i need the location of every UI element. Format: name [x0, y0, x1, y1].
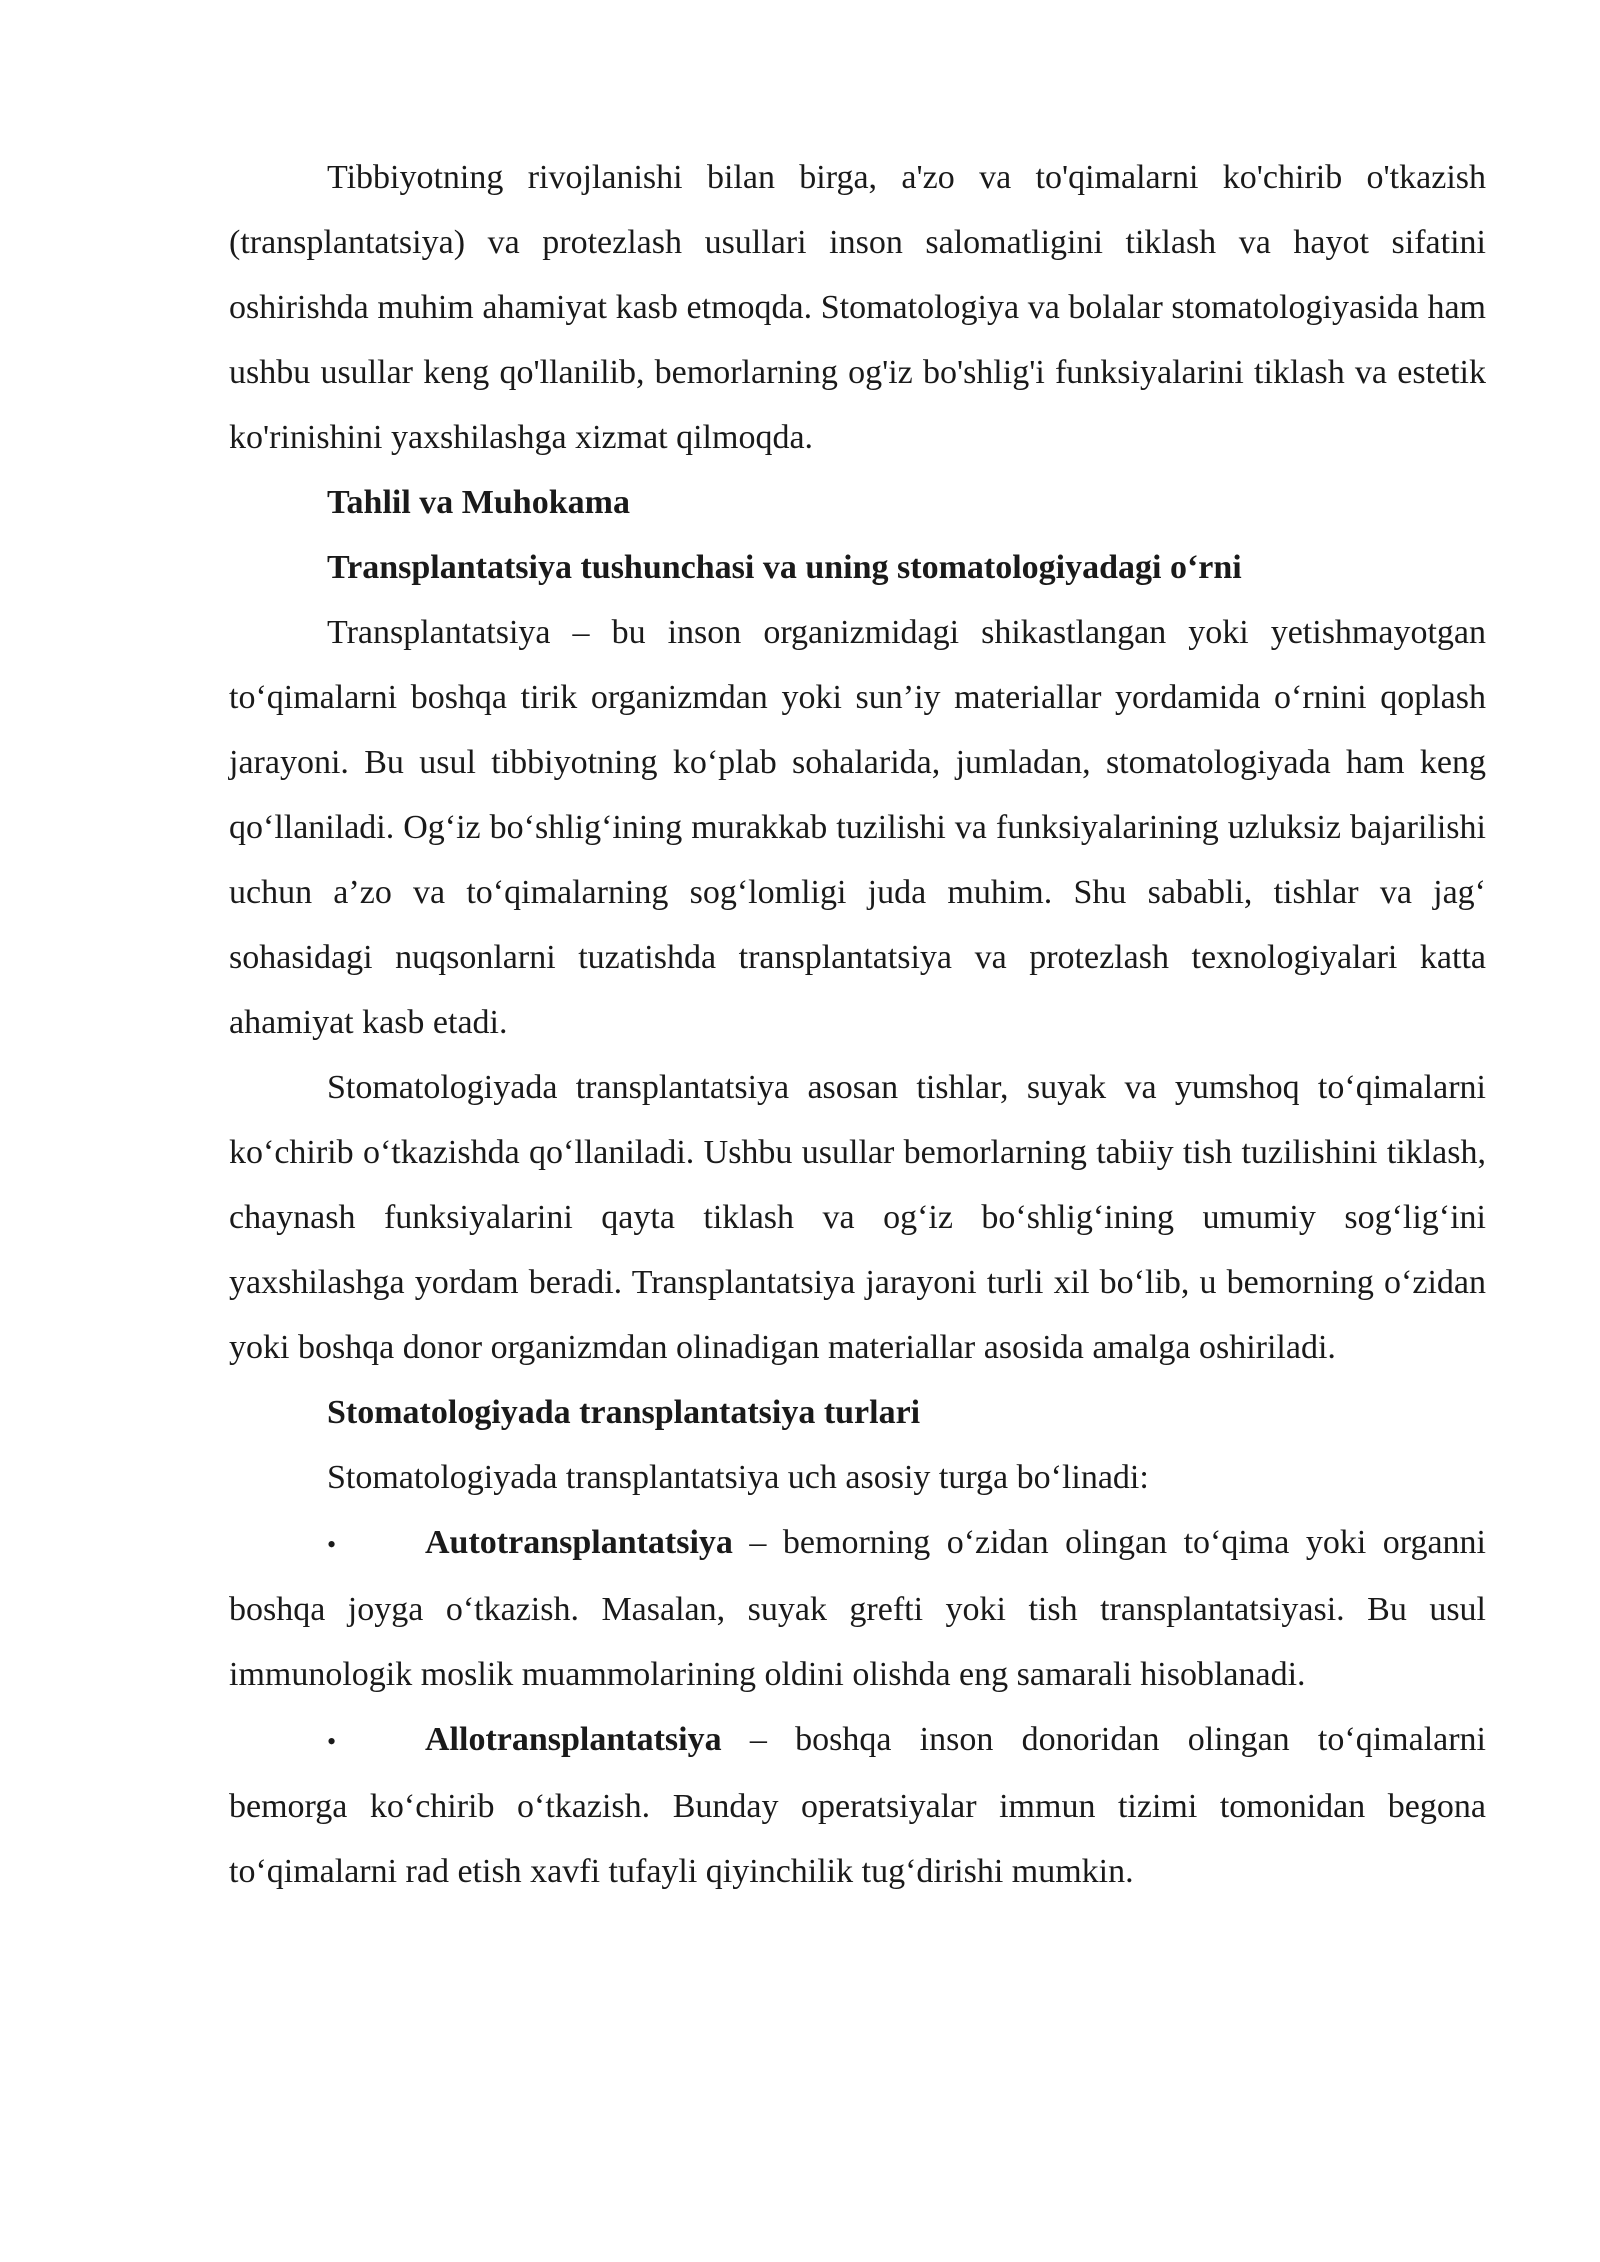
paragraph-transplant-definition: Transplantatsiya – bu inson organizmidagi shikastlangan yoki yetishmayotgan to‘qimalarni boshqa tirik organizmdan yoki sun’iy materiallar yordamida o‘rnini qoplash jarayoni. Bu usul tibbiyotning ko‘plab sohalarida, jumladan, stomatologiyada ham keng qo‘llaniladi. Og‘iz bo‘shlig‘ining murakkab tuzilishi va funksiyalarining uzluksiz bajarilishi uchun a’zo va to‘qimalarning sog‘lomligi juda muhim. Shu sababli, tishlar va jag‘ sohasidagi nuqsonlarni tuzatishda transplantatsiya va protezlash texnologiyalari katta ahamiyat kasb etadi. — [229, 614, 1486, 1041]
list-item-term: Autotransplantatsiya — [425, 1524, 733, 1561]
subsection-heading-transplant-concept: Transplantatsiya tushunchasi va uning stomatologiyadagi o‘rni — [327, 549, 1242, 586]
bullet-icon: • — [327, 1530, 337, 1559]
list-item-text: – bemorning o‘zidan olingan to‘qima yoki organni boshqa joyga o‘tkazish. Masalan, suyak grefti yoki tish transplantatsiyasi. Bu usul immunologik moslik muammolarining oldini olishda eng samarali hisoblanadi. — [229, 1524, 1486, 1693]
list-item — [229, 1510, 1486, 1707]
list-item-text: – boshqa inson donoridan olingan to‘qimalarni bemorga ko‘chirib o‘tkazish. Bunday operatsiyalar immun tizimi tomonidan begona to‘qimalarni rad etish xavfi tufayli qiyinchilik tug‘dirishi mumkin. — [229, 1721, 1486, 1890]
subsection-heading-transplant-types: Stomatologiyada transplantatsiya turlari — [327, 1394, 921, 1431]
list-item-term: Allotransplantatsiya — [425, 1721, 722, 1758]
list-item — [229, 1707, 1486, 1904]
paragraph-dental-transplant: Stomatologiyada transplantatsiya asosan tishlar, suyak va yumshoq to‘qimalarni ko‘chirib o‘tkazishda qo‘llaniladi. Ushbu usullar bemorlarning tabiiy tish tuzilishini tiklash, chaynash funksiyalarini qayta tiklash va og‘iz bo‘shlig‘ining umumiy sog‘lig‘ini yaxshilashga yordam beradi. Transplantatsiya jarayoni turli xil bo‘lib, u bemorning o‘zidan yoki boshqa donor organizmdan olinadigan materiallar asosida amalga oshiriladi. — [229, 1069, 1486, 1366]
intro-paragraph: Tibbiyotning rivojlanishi bilan birga, a'zo va to'qimalarni ko'chirib o'tkazish (transplantatsiya) va protezlash usullari inson salomatligini tiklash va hayot sifatini oshirishda muhim ahamiyat kasb etmoqda. Stomatologiya va bolalar stomatologiyasida ham ushbu usullar keng qo'llanilib, bemorlarning og'iz bo'shlig'i funksiyalarini tiklash va estetik ko'rinishini yaxshilashga xizmat qilmoqda. — [229, 159, 1486, 456]
section-heading: Tahlil va Muhokama — [327, 484, 630, 521]
document-page — [229, 145, 1486, 1904]
list-intro: Stomatologiyada transplantatsiya uch asosiy turga bo‘linadi: — [327, 1459, 1149, 1496]
bullet-icon: • — [327, 1727, 337, 1756]
